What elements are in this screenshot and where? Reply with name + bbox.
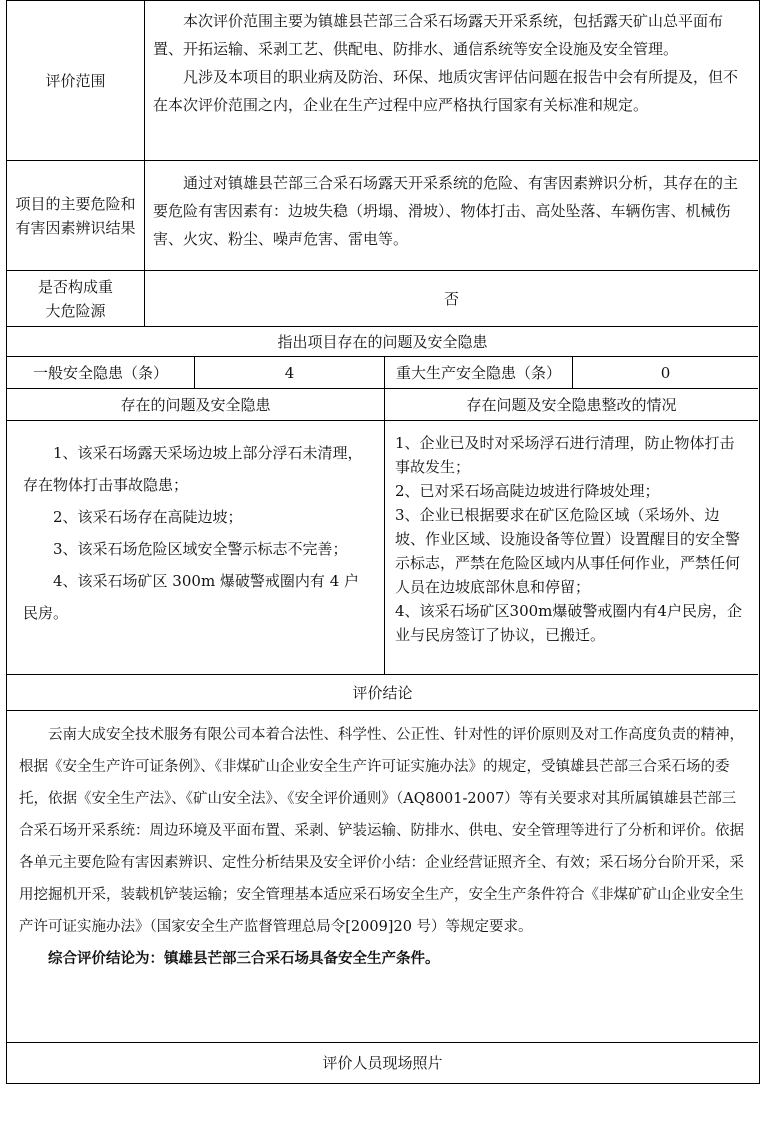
major-hazard-count-label: 重大生产安全隐患（条） bbox=[385, 357, 573, 389]
rectification-column-header: 存在问题及安全隐患整改的情况 bbox=[385, 389, 758, 421]
issue-item: 3、该采石场危险区域安全警示标志不完善； bbox=[53, 540, 348, 558]
scope-paragraph-2: 凡涉及本项目的职业病及防治、环保、地质灾害评估问题在报告中会有所提及，但不在本次评价范围之内，企业在生产过程中应严格执行国家有关标准和规定。 bbox=[153, 68, 739, 114]
major-hazard-count: 0 bbox=[573, 357, 758, 389]
scope-paragraph-1: 本次评价范围主要为镇雄县芒部三合采石场露天开采系统，包括露天矿山总平面布置、开拓运输、采剥工艺、供配电、防排水、通信系统等安全设施及安全管理。 bbox=[153, 12, 724, 58]
issues-column-header: 存在的问题及安全隐患 bbox=[7, 389, 385, 421]
conclusion-summary: 综合评价结论为：镇雄县芒部三合采石场具备安全生产条件。 bbox=[48, 950, 440, 967]
conclusion-header: 评价结论 bbox=[7, 675, 758, 711]
rectification-item: 3、企业已根据要求在矿区危险区域（采场外、边坡、作业区域、设施设备等位置）设置醒目的安全警示标志，严禁在危险区域内从事任何作业，严禁任何人员在边坡底部休息和停留； bbox=[395, 506, 741, 596]
general-hazard-label: 一般安全隐患（条） bbox=[7, 357, 195, 389]
rectification-item: 2、已对采石场高陡边坡进行降坡处理； bbox=[395, 482, 660, 500]
hazards-label: 项目的主要危险和有害因素辨识结果 bbox=[7, 161, 145, 271]
general-hazard-count: 4 bbox=[195, 357, 385, 389]
issues-header: 指出项目存在的问题及安全隐患 bbox=[7, 327, 758, 357]
major-hazard-value: 否 bbox=[145, 271, 758, 327]
issues-list bbox=[7, 421, 385, 675]
rectification-item: 1、企业已及时对采场浮石进行清理，防止物体打击事故发生； bbox=[395, 434, 735, 476]
issue-item: 1、该采石场露天采场边坡上部分浮石未清理，存在物体打击事故隐患； bbox=[23, 444, 363, 494]
rectification-list bbox=[385, 421, 758, 675]
hazards-content bbox=[145, 161, 758, 271]
scope-label: 评价范围 bbox=[7, 1, 145, 161]
evaluation-table bbox=[6, 0, 760, 1084]
hazards-text: 通过对镇雄县芒部三合采石场露天开采系统的危险、有害因素辨识分析，其存在的主要危险有害因素有：边坡失稳（坍塌、滑坡）、物体打击、高处坠落、车辆伤害、机械伤害、火灾、粉尘、噪声危害、雷电等。 bbox=[153, 174, 739, 248]
conclusion-body bbox=[7, 711, 758, 1043]
issue-item: 2、该采石场存在高陡边坡； bbox=[53, 508, 243, 526]
rectification-item: 4、该采石场矿区300m爆破警戒圈内有4户民房，企业与民房签订了协议，已搬迁。 bbox=[395, 602, 742, 644]
conclusion-text: 云南大成安全技术服务有限公司本着合法性、科学性、公正性、针对性的评价原则及对工作高度负责的精神，根据《安全生产许可证条例》、《非煤矿山企业安全生产许可证实施办法》的规定，受镇雄县芒部三合采石场的委托，依据《安全生产法》、《矿山安全法》、《安全评价通则》（AQ8001-2007）等有关要求对其所属镇雄县芒部三合采石场开采系统：周边环境及平面布置、采剥、铲装运输、防排水、供电、安全管理等进行了分析和评价。依据各单元主要危险有害因素辨识、定性分析结果及安全评价小结：企业经营证照齐全、有效；采石场分台阶开采，采用挖掘机开采，装载机铲装运输；安全管理基本适应采石场安全生产，安全生产条件符合《非煤矿矿山企业安全生产许可证实施办法》（国家安全生产监督管理总局令[2009]20 号）等规定要求。 bbox=[19, 727, 744, 935]
issue-item: 4、该采石场矿区 300m 爆破警戒圈内有 4 户民房。 bbox=[23, 572, 360, 622]
scope-content bbox=[145, 1, 758, 161]
photos-header: 评价人员现场照片 bbox=[322, 1053, 443, 1072]
major-hazard-label: 是否构成重大危险源 bbox=[7, 271, 145, 327]
